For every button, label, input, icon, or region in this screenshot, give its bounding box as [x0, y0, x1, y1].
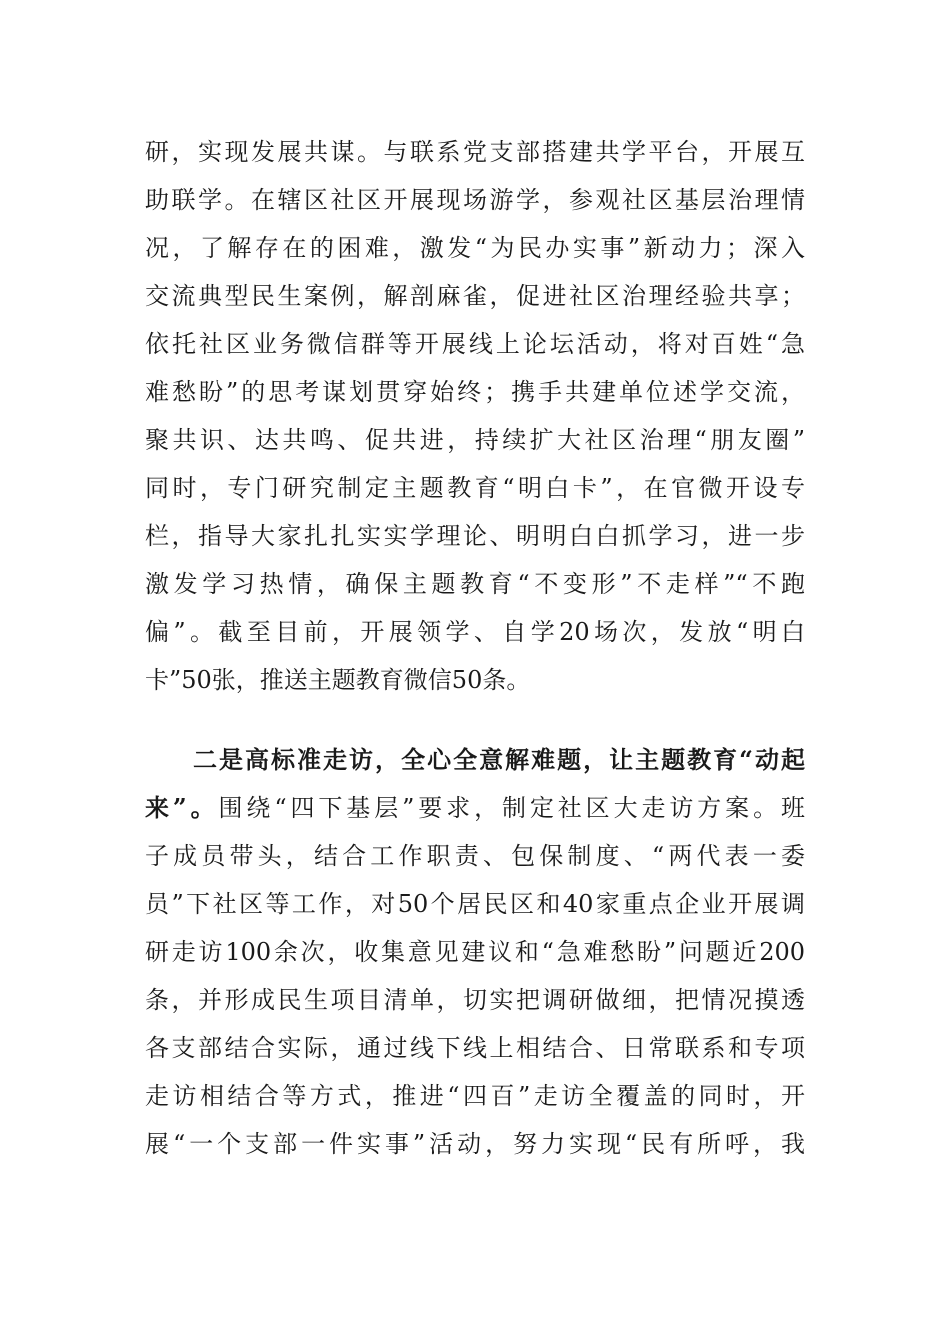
paragraph-2-line-8: 走访相结合等方式，推进“四百”走访全覆盖的同时，开 [145, 1082, 805, 1110]
paragraph-1-line-9: 栏，指导大家扎扎实实学理论、明明白白抓学习，进一步 [145, 522, 805, 550]
paragraph-2-heading: 二是高标准走访，全心全意解难题，让主题教育“动起 [193, 745, 805, 774]
paragraph-1-line-11: 偏”。截至目前，开展领学、自学20场次，发放“明白 [145, 618, 805, 646]
paragraph-2-line-2-text: 围绕“四下基层”要求，制定社区大走访方案。班 [218, 794, 805, 822]
paragraph-2-line-3: 子成员带头，结合工作职责、包保制度、“两代表一委 [145, 842, 805, 870]
paragraph-2-line-6: 条，并形成民生项目清单，切实把调研做细，把情况摸透 [145, 986, 805, 1014]
paragraph-2-line-7: 各支部结合实际，通过线下线上相结合、日常联系和专项 [145, 1034, 805, 1062]
paragraph-2-heading-end: 来”。 [145, 793, 219, 822]
paragraph-2-line-9: 展“一个支部一件实事”活动，努力实现“民有所呼，我 [145, 1130, 805, 1158]
paragraph-1-line-2: 助联学。在辖区社区开展现场游学，参观社区基层治理情 [145, 186, 805, 214]
paragraph-2-line-2 [145, 788, 805, 828]
paragraph-1-line-5: 依托社区业务微信群等开展线上论坛活动，将对百姓“急 [145, 330, 805, 358]
paragraph-2-line-4: 员”下社区等工作，对50个居民区和40家重点企业开展调 [145, 890, 805, 918]
paragraph-2-line-5: 研走访100余次，收集意见建议和“急难愁盼”问题近200 [145, 938, 805, 966]
paragraph-1-line-6: 难愁盼”的思考谋划贯穿始终；携手共建单位述学交流， [145, 378, 805, 406]
paragraph-1-line-10: 激发学习热情，确保主题教育“不变形”不走样”“不跑 [145, 570, 805, 598]
paragraph-1-line-4: 交流典型民生案例，解剖麻雀，促进社区治理经验共享； [145, 282, 805, 310]
paragraph-1-line-12: 卡”50张，推送主题教育微信50条。 [145, 666, 531, 694]
paragraph-1-line-8: 同时，专门研究制定主题教育“明白卡”，在官微开设专 [145, 474, 805, 502]
paragraph-1-line-1: 研，实现发展共谋。与联系党支部搭建共学平台，开展互 [145, 138, 805, 166]
paragraph-1-line-7: 聚共识、达共鸣、促共进，持续扩大社区治理“朋友圈” [145, 426, 805, 454]
paragraph-1-line-3: 况，了解存在的困难，激发“为民办实事”新动力；深入 [145, 234, 805, 262]
